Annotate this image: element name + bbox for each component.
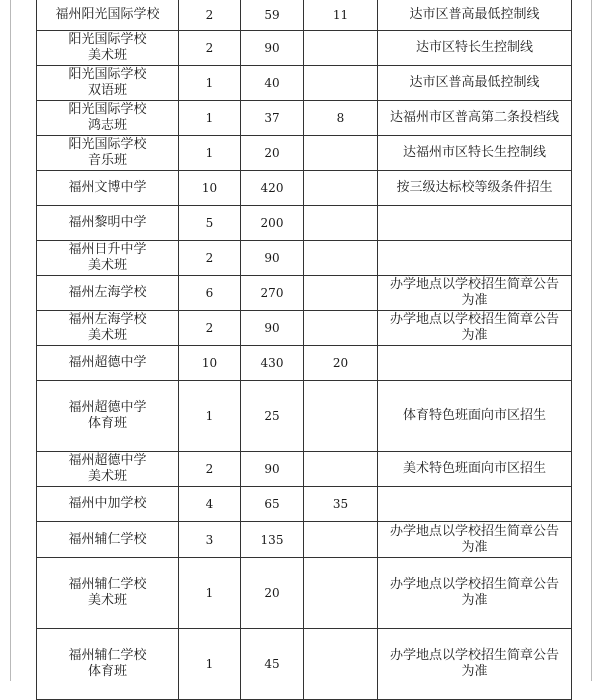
- note-cell: 达福州市区特长生控制线: [378, 136, 572, 171]
- extra-cell: [304, 381, 378, 452]
- school-name-cell: 福州阳光国际学校: [37, 0, 179, 31]
- extra-cell: [304, 522, 378, 558]
- note-cell: 办学地点以学校招生简章公告 为准: [378, 629, 572, 700]
- extra-cell: [304, 311, 378, 346]
- classes-cell: 2: [179, 0, 241, 31]
- table-row: [37, 66, 572, 101]
- note-cell: 达市区普高最低控制线: [378, 0, 572, 31]
- table-row: [37, 522, 572, 558]
- table-row: [37, 276, 572, 311]
- enroll-cell: 200: [241, 206, 304, 241]
- extra-cell: 8: [304, 101, 378, 136]
- note-cell: 达市区特长生控制线: [378, 31, 572, 66]
- enroll-cell: 65: [241, 487, 304, 522]
- classes-cell: 1: [179, 558, 241, 629]
- classes-cell: 5: [179, 206, 241, 241]
- classes-cell: 2: [179, 241, 241, 276]
- classes-cell: 10: [179, 346, 241, 381]
- school-name-cell: 福州超德中学 体育班: [37, 381, 179, 452]
- table-row: [37, 206, 572, 241]
- classes-cell: 10: [179, 171, 241, 206]
- extra-cell: [304, 241, 378, 276]
- school-name-cell: 福州超德中学 美术班: [37, 452, 179, 487]
- note-cell: 达福州市区普高第二条投档线: [378, 101, 572, 136]
- note-cell: 办学地点以学校招生简章公告 为准: [378, 276, 572, 311]
- enroll-cell: 20: [241, 136, 304, 171]
- extra-cell: [304, 31, 378, 66]
- extra-cell: [304, 558, 378, 629]
- school-name-cell: 福州左海学校 美术班: [37, 311, 179, 346]
- note-cell: [378, 487, 572, 522]
- table-row: [37, 101, 572, 136]
- enroll-cell: 45: [241, 629, 304, 700]
- note-cell: 达市区普高最低控制线: [378, 66, 572, 101]
- note-cell: 办学地点以学校招生简章公告 为准: [378, 522, 572, 558]
- table-row: [37, 346, 572, 381]
- school-name-cell: 阳光国际学校 美术班: [37, 31, 179, 66]
- enroll-cell: 430: [241, 346, 304, 381]
- extra-cell: 20: [304, 346, 378, 381]
- note-cell: [378, 206, 572, 241]
- table-row: [37, 31, 572, 66]
- classes-cell: 1: [179, 136, 241, 171]
- note-cell: [378, 241, 572, 276]
- extra-cell: [304, 276, 378, 311]
- school-name-cell: 福州日升中学 美术班: [37, 241, 179, 276]
- table-row: [37, 558, 572, 629]
- enroll-cell: 420: [241, 171, 304, 206]
- enroll-cell: 135: [241, 522, 304, 558]
- note-cell: 体育特色班面向市区招生: [378, 381, 572, 452]
- school-name-cell: 福州文博中学: [37, 171, 179, 206]
- note-cell: 美术特色班面向市区招生: [378, 452, 572, 487]
- school-name-cell: 阳光国际学校 音乐班: [37, 136, 179, 171]
- table-row: [37, 171, 572, 206]
- extra-cell: [304, 171, 378, 206]
- extra-cell: 11: [304, 0, 378, 31]
- note-cell: 办学地点以学校招生简章公告 为准: [378, 558, 572, 629]
- page-frame-left: [10, 0, 11, 681]
- school-name-cell: 福州辅仁学校 美术班: [37, 558, 179, 629]
- table-row: [37, 0, 572, 31]
- school-name-cell: 福州辅仁学校: [37, 522, 179, 558]
- table-row: [37, 452, 572, 487]
- classes-cell: 1: [179, 66, 241, 101]
- extra-cell: [304, 452, 378, 487]
- enroll-cell: 90: [241, 241, 304, 276]
- school-name-cell: 阳光国际学校 鸿志班: [37, 101, 179, 136]
- table-row: [37, 311, 572, 346]
- classes-cell: 1: [179, 381, 241, 452]
- classes-cell: 1: [179, 629, 241, 700]
- table-row: [37, 487, 572, 522]
- enroll-cell: 90: [241, 311, 304, 346]
- extra-cell: 35: [304, 487, 378, 522]
- enroll-cell: 90: [241, 31, 304, 66]
- note-cell: [378, 346, 572, 381]
- extra-cell: [304, 629, 378, 700]
- classes-cell: 4: [179, 487, 241, 522]
- classes-cell: 3: [179, 522, 241, 558]
- extra-cell: [304, 136, 378, 171]
- enroll-cell: 90: [241, 452, 304, 487]
- school-name-cell: 福州中加学校: [37, 487, 179, 522]
- classes-cell: 6: [179, 276, 241, 311]
- school-name-cell: 阳光国际学校 双语班: [37, 66, 179, 101]
- classes-cell: 2: [179, 31, 241, 66]
- table-row: [37, 629, 572, 700]
- school-name-cell: 福州超德中学: [37, 346, 179, 381]
- school-name-cell: 福州黎明中学: [37, 206, 179, 241]
- enroll-cell: 25: [241, 381, 304, 452]
- note-cell: 办学地点以学校招生简章公告 为准: [378, 311, 572, 346]
- extra-cell: [304, 66, 378, 101]
- classes-cell: 2: [179, 311, 241, 346]
- table-row: [37, 136, 572, 171]
- table-row: [37, 241, 572, 276]
- school-name-cell: 福州辅仁学校 体育班: [37, 629, 179, 700]
- enroll-cell: 40: [241, 66, 304, 101]
- enroll-cell: 270: [241, 276, 304, 311]
- enroll-cell: 37: [241, 101, 304, 136]
- table-row: [37, 381, 572, 452]
- note-cell: 按三级达标校等级条件招生: [378, 171, 572, 206]
- extra-cell: [304, 206, 378, 241]
- page-frame-right: [591, 0, 592, 681]
- enroll-cell: 20: [241, 558, 304, 629]
- school-name-cell: 福州左海学校: [37, 276, 179, 311]
- classes-cell: 1: [179, 101, 241, 136]
- admissions-table: [36, 0, 572, 700]
- enroll-cell: 59: [241, 0, 304, 31]
- classes-cell: 2: [179, 452, 241, 487]
